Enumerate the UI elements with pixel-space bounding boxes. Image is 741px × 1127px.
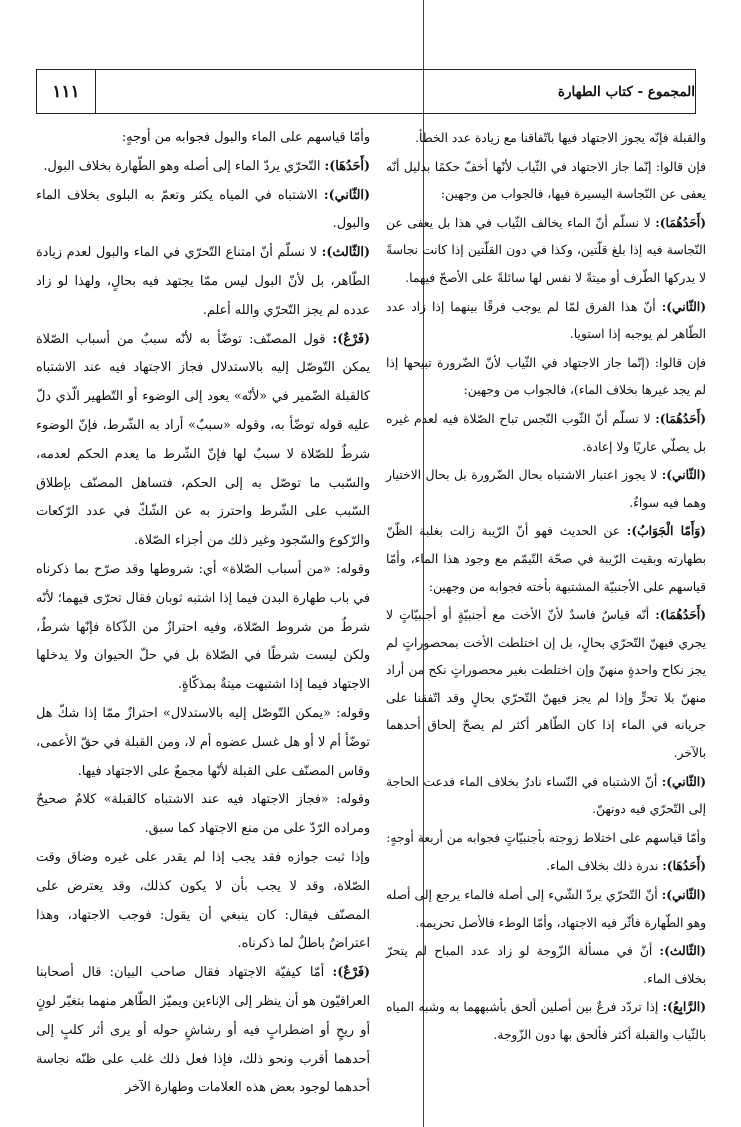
paragraph-label: (أَحَدُهَا): <box>324 158 370 174</box>
paragraph-label: (الثّالث): <box>659 943 706 959</box>
paragraph-label: (أَحَدُهَا): <box>662 858 706 874</box>
paragraph-text: قول المصنّف: توضّأ به لأنّه سببٌ من أسباب الصّلاة يمكن التّوصّل إليه بالاستدلال فجاز الاجتهاد فيه عند الاشتباه كالقبلة الضّمير في «لأنّه» يعود إلى الوضوء أو التّطهير الّذي دلّ عليه قوله توضّأ به، وقوله «سببٌ» أراد به الشّرط، فإنّ الوضوء شرطٌ للصّلاة لا سببٌ لها فإنّ الشّرط ما يعدم الحكم لعدمه، والسّبب ما توصّل به إلى الحكم، فتساهل المصنّف بإطلاق السّبب على الشّرط واحترز به عن الشّكّ في عدد الرّكعات والرّكوع والسّجود وغير ذلك من أجزاء الصّلاة. <box>36 331 370 549</box>
paragraph-label: (الثّاني): <box>323 187 370 203</box>
paragraph-text: الاشتباه في المياه يكثر وتعمّ به البلوى بخلاف الماء والبول. <box>36 187 370 232</box>
paragraph-text: وقوله: «فجاز الاجتهاد فيه عند الاشتباه كالقبلة» كلامٌ صحيحٌ ومراده الرّدّ على من منع الاجتهاد كما سبق. <box>36 792 370 837</box>
paragraph-text: لا يجوز اعتبار الاشتباه بحال الضّرورة بل بحال الاختيار وهما فيه سواءٌ. <box>386 468 706 510</box>
paragraph <box>36 786 370 844</box>
paragraph <box>386 461 706 517</box>
paragraph <box>386 852 706 881</box>
paragraph <box>36 124 370 153</box>
paragraph-text: فإن قالوا: (إنّما جاز الاجتهاد في الثّياب لأنّ الضّرورة تبيحها إذا لم يجد غيرها بخلاف الماء)، فالجواب من وجهين: <box>386 355 706 398</box>
paragraph <box>36 959 370 1103</box>
paragraph-label: (الثّالث): <box>321 245 370 261</box>
paragraph-text: وقوله: «يمكن التّوصّل إليه بالاستدلال» احترازٌ ممّا إذا شكّ هل توضّأ أم لا أو هل غسل عضوه أم لا، ومن القبلة في حقّ الأعمى، وقاس المصنّف على القبلة لأنّها مجمعٌ على الاجتهاد فيها. <box>36 705 370 779</box>
paragraph-text: لا نسلّم أنّ امتناع التّحرّي في الماء والبول لعدم زيادة الطّاهر، بل لأنّ البول ليس ممّا يجتهد فيه بحالٍ، ولهذا لو زاد عدده لم يجز التّحرّي والله أعلم. <box>36 245 370 318</box>
paragraph <box>386 349 706 405</box>
paragraph <box>386 824 706 853</box>
paragraph <box>36 556 370 700</box>
paragraph-label: (أَحَدُهُمَا): <box>655 607 706 623</box>
paragraph-text: وقوله: «من أسباب الصّلاة» أي: شروطها وقد صرّح بما ذكرناه في باب طهارة البدن فيما إذا اشتبه ثوبان فقال تحرّى فيهما؛ لأنّه شرطٌ من شروط الصّلاة، وفيه احترازٌ من الذّكاة فإنّها شرطٌ، ولكن ليست شرطًا في الصّلاة بل في حلّ الحيوان ولا يدخلها الاجتهاد فيما إذا اشتبهت ميتةٌ بمذكّاةٍ. <box>36 561 370 693</box>
paragraph-text: أنّ في مسألة الزّوجة لو زاد عدد المباح لم يتحرّ بخلاف الماء. <box>386 944 706 986</box>
left-column <box>36 124 370 1103</box>
paragraph <box>36 326 370 556</box>
paragraph <box>36 239 370 325</box>
paragraph <box>386 881 706 937</box>
paragraph <box>386 209 706 293</box>
paragraph-label: (الرَّابِعُ): <box>662 999 706 1015</box>
paragraph-text: وأمّا قياسهم على الماء والبول فجوابه من أوجهٍ: <box>121 130 370 145</box>
paragraph-text: التّحرّي يردّ الماء إلى أصله وهو الطّهارة بخلاف البول. <box>43 158 325 174</box>
paragraph-text: أنّ التّحرّي يردّ الشّيء إلى أصله فالماء يرجع إلى أصله وهو الطّهارة فأثّر فيه الاجتهاد، وأمّا الوطء فالأصل تحريمه. <box>386 888 706 930</box>
paragraph <box>386 124 706 153</box>
right-column <box>386 124 706 1050</box>
paragraph <box>386 768 706 824</box>
paragraph-text: ندرة ذلك بخلاف الماء. <box>546 859 663 874</box>
paragraph-text: إذا تردّد فرعٌ بين أصلين ألحق بأشبههما به وشبه المياه بالثّياب والقبلة أكثر فألحق بها دون الزّوجة. <box>386 1000 706 1042</box>
paragraph-label: (الثّاني): <box>661 298 706 314</box>
paragraph <box>36 844 370 959</box>
paragraph-text: وأمّا قياسهم على اختلاط زوجته بأجنبيّاتٍ فجوابه من أربعة أوجهٍ: <box>386 830 706 845</box>
paragraph <box>386 517 706 601</box>
paragraph-text: أنّ الاشتباه في النّساء نادرٌ بخلاف الماء فدعت الحاجة إلى التّحرّي فيه دونهنّ. <box>386 774 706 817</box>
paragraph <box>36 153 370 182</box>
paragraph-label: (فَرْعٌ): <box>332 965 370 981</box>
paragraph-text: والقبلة فإنّه يجوز الاجتهاد فيها باتّفاقنا مع زيادة عدد الخطأ. <box>415 131 706 145</box>
paragraph <box>386 937 706 993</box>
paragraph-label: (الثّاني): <box>661 887 706 903</box>
paragraph-text: أمّا كيفيّة الاجتهاد فقال صاحب البيان: قال أصحابنا العراقيّون هو أن ينظر إلى الإناءين ويميّز الطّاهر منهما بتغيّر لونٍ أو ريحٍ أو اضطرابٍ فيه أو رشاشٍ حوله أو يرى أثر كلبٍ إلى أحدهما أقرب ونحو ذلك، فإذا فعل ذلك غلب على ظنّه نجاسة أحدهما لوجود بعض هذه العلامات وطهارة الآخر <box>36 965 370 1096</box>
paragraph-label: (أَحَدُهُمَا): <box>655 214 706 230</box>
paragraph <box>386 993 706 1049</box>
paragraph-label: (الثّاني): <box>661 467 706 483</box>
paragraph <box>386 405 706 461</box>
paragraph-text: فإن قالوا: إنّما جاز الاجتهاد في الثّياب لأنّها أخفّ حكمًا بدليل أنّه يعفى عن النّجاسة اليسيرة فيها، فالجواب من وجهين: <box>386 159 706 202</box>
paragraph-text: لا نسلّم أنّ الماء يخالف الثّياب في هذا بل يعفى عن النّجاسة فيه إذا بلغ قلّتين، وكذا في دون القلّتين إذا كانت نجاسةً لا يدركها الطّرف أو ميتةً لا نفس لها سائلةً على الأصحّ فيهما. <box>386 215 706 285</box>
paragraph-text: لا نسلّم أنّ الثّوب النّجس تباح الصّلاة فيه لعدم غيره بل يصلّي عاريًا ولا إعادة. <box>386 411 706 454</box>
paragraph-label: (الثّاني): <box>661 773 706 789</box>
paragraph-text: عن الحديث فهو أنّ الرّيبة زالت بغلبة الظّنّ بطهارته وبقيت الرّيبة في صحّة التّيمّم مع وجود هذا الماء، وأمّا قياسهم على الأجنبيّة المشتبهة بأخته فجوابه من وجهين: <box>386 524 706 594</box>
paragraph-label: (فَرْعٌ): <box>332 331 370 347</box>
paragraph <box>36 182 370 240</box>
paragraph-text: أنّ هذا الفرق لمّا لم يوجب فرقًا بينهما إذا زاد عدد الطّاهر لم يوجبه إذا استويا. <box>386 299 706 342</box>
page-number: ١١١ <box>37 70 96 113</box>
page-header <box>36 69 696 114</box>
paragraph <box>386 293 706 349</box>
running-title: المجموع - كتاب الطهارة <box>557 83 695 100</box>
paragraph-label: (وَأَمّا الْجَوَابُ): <box>626 523 706 539</box>
paragraph-label: (أَحَدُهُمَا): <box>655 410 706 426</box>
paragraph <box>386 153 706 209</box>
paragraph <box>36 700 370 786</box>
paragraph-text: أنّه قياسٌ فاسدٌ لأنّ الأخت مع أجنبيّةٍ أو أجنبيّاتٍ لا يجري فيهنّ التّحرّي بحالٍ، بل إن اختلطت الأخت بمحصوراتٍ لم يجز نكاح واحدةٍ منهنّ وإن اختلطت بغير محصوراتٍ نكح من أراد منهنّ بلا تحرٍّ وإذا لم يجز فيهنّ التّحرّي بحالٍ وقد اتّفقنا على جريانه في الماء إذا كان الطّاهر أكثر لم يصحّ إلحاق أحدهما بالآخر. <box>386 608 706 761</box>
paragraph-text: وإذا ثبت جوازه فقد يجب إذا لم يقدر على غيره وضاق وقت الصّلاة، وقد لا يجب بأن لا يكون كذلك، وقد يعترض على المصنّف فيقال: كان ينبغي أن يقول: فوجب الاجتهاد، وهذا اعتراضٌ باطلٌ لما ذكرناه. <box>36 849 370 952</box>
paragraph <box>386 601 706 768</box>
